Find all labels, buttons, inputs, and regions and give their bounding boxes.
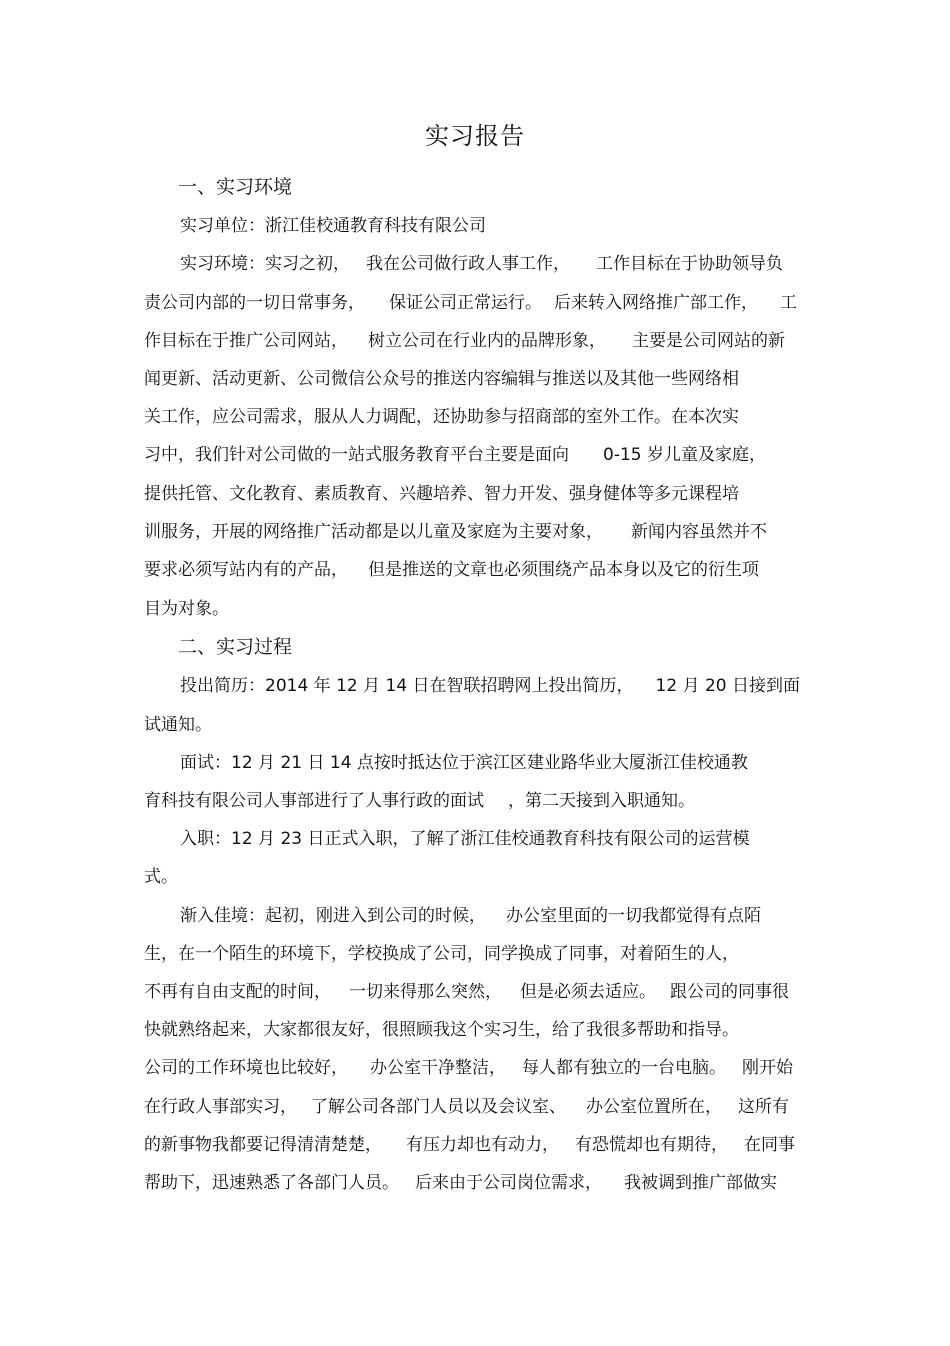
env-line-6 — [144, 440, 766, 465]
text-segment: 入职：12 月 23 日正式入职，了解了浙江佳校通教育科技有限公司的运营模 — [180, 829, 750, 849]
text-segment: 式。 — [144, 867, 178, 887]
text-segment: 办公室里面的一切我都觉得有点陌 — [506, 906, 761, 926]
env-line-7 — [144, 479, 739, 504]
text-segment: 我在公司做行政人事工作， — [366, 254, 570, 274]
internship-unit: 实习单位：浙江佳校通教育科技有限公司 — [180, 216, 486, 236]
text-segment: 目为对象。 — [144, 599, 229, 619]
text-segment: 提供托管、文化教育、素质教育、兴趣培养、智力开发、强身健体等多元课程培 — [144, 484, 739, 504]
text-segment: 后来由于公司岗位需求， — [415, 1173, 602, 1193]
env-line-3 — [144, 326, 785, 351]
text-segment: 后来转入网络推广部工作， — [554, 293, 758, 313]
text-segment: 训服务，开展的网络推广活动都是以儿童及家庭为主要对象， — [144, 522, 603, 542]
text-segment: 责公司内部的一切日常事务， — [144, 293, 365, 313]
text-segment: 但是必须去适应。 — [520, 982, 656, 1002]
text-segment: 投出简历：2014 年 12 月 14 日在智联招聘网上投出简历， — [180, 676, 634, 696]
text-segment: 渐入佳境：起初，刚进入到公司的时候， — [180, 906, 486, 926]
text-segment: ，第二天接到入职通知。 — [508, 791, 695, 811]
text-segment: 面试：12 月 21 日 14 点按时抵达位于滨江区建业路华业大厦浙江佳校通教 — [180, 753, 748, 773]
section-heading-process: 二、实习过程 — [178, 636, 293, 658]
text-segment: 有恐慌却也有期待， — [575, 1135, 728, 1155]
text-segment: 要求必须写站内有的产品， — [144, 560, 348, 580]
text-segment: 育科技有限公司人事部进行了人事行政的面试 — [144, 791, 484, 811]
text-segment: 跟公司的同事很 — [670, 982, 789, 1002]
resume-line-1 — [180, 671, 800, 696]
report-title: 实习报告 — [425, 122, 525, 150]
env-line-5 — [144, 402, 739, 427]
onboard-line-2 — [144, 862, 178, 887]
text-segment: 关工作，应公司需求，服从人力调配，还协助参与招商部的室外工作。在本次实 — [144, 407, 739, 427]
text-segment: 一切来得那么突然， — [349, 982, 502, 1002]
adapt-line-3 — [144, 977, 789, 1002]
text-segment: 树立公司在行业内的品牌形象， — [368, 331, 606, 351]
env-line-2 — [144, 288, 797, 313]
text-segment: 保证公司正常运行。 — [389, 293, 542, 313]
text-segment: 12 月 20 日接到面 — [655, 676, 801, 696]
onboard-line-1 — [180, 824, 749, 849]
text-segment: 0-15 岁儿童及家庭， — [603, 445, 766, 465]
text-segment: 的新事物我都要记得清清楚楚， — [144, 1135, 382, 1155]
text-segment: 但是推送的文章也必须围绕产品本身以及它的衍生项 — [368, 560, 759, 580]
text-segment: 主要是公司网站的新 — [632, 331, 785, 351]
text-segment: 生，在一个陌生的环境下，学校换成了公司，同学换成了同事，对着陌生的人， — [144, 944, 739, 964]
text-segment: 在行政人事部实习， — [144, 1097, 297, 1117]
text-segment: 在同事 — [744, 1135, 795, 1155]
text-segment: 快就熟络起来，大家都很友好，很照顾我这个实习生，给了我很多帮助和指导。 — [144, 1020, 739, 1040]
text-segment: 我被调到推广部做实 — [624, 1173, 777, 1193]
env-line-1 — [180, 249, 783, 274]
text-segment: 工作目标在于协助领导负 — [596, 254, 783, 274]
adapt-line-4 — [144, 1015, 739, 1040]
resume-line-2 — [144, 710, 212, 735]
section-heading-environment: 一、实习环境 — [178, 176, 293, 198]
text-segment: 刚开始 — [742, 1058, 793, 1078]
text-segment: 办公室位置所在， — [586, 1097, 722, 1117]
adapt-line-1 — [180, 901, 761, 926]
env-line-8 — [144, 517, 767, 542]
env-line-9 — [144, 555, 759, 580]
env-line-4 — [144, 364, 739, 389]
text-segment: 实习环境：实习之初， — [180, 254, 350, 274]
text-segment: 公司的工作环境也比较好， — [144, 1058, 348, 1078]
text-segment: 每人都有独立的一台电脑。 — [522, 1058, 726, 1078]
text-segment: 这所有 — [738, 1097, 789, 1117]
text-segment: 作目标在于推广公司网站， — [144, 331, 348, 351]
adapt-line-6 — [144, 1092, 789, 1117]
adapt-line-5 — [144, 1053, 793, 1078]
text-segment: 办公室干净整洁， — [370, 1058, 506, 1078]
adapt-line-7 — [144, 1130, 795, 1155]
text-segment: 有压力却也有动力， — [406, 1135, 559, 1155]
text-segment: 新闻内容虽然并不 — [631, 522, 767, 542]
text-segment: 试通知。 — [144, 715, 212, 735]
text-segment: 习中，我们针对公司做的一站式服务教育平台主要是面向 — [144, 445, 569, 465]
interview-line-1 — [180, 748, 748, 773]
text-segment: 不再有自由支配的时间， — [144, 982, 331, 1002]
adapt-line-2 — [144, 939, 739, 964]
text-segment: 工 — [780, 293, 797, 313]
text-segment: 了解公司各部门人员以及会议室、 — [311, 1097, 566, 1117]
interview-line-2 — [144, 786, 695, 811]
env-line-10 — [144, 594, 229, 619]
text-segment: 闻更新、活动更新、公司微信公众号的推送内容编辑与推送以及其他一些网络相 — [144, 369, 739, 389]
text-segment: 帮助下，迅速熟悉了各部门人员。 — [144, 1173, 399, 1193]
adapt-line-8 — [144, 1168, 777, 1193]
